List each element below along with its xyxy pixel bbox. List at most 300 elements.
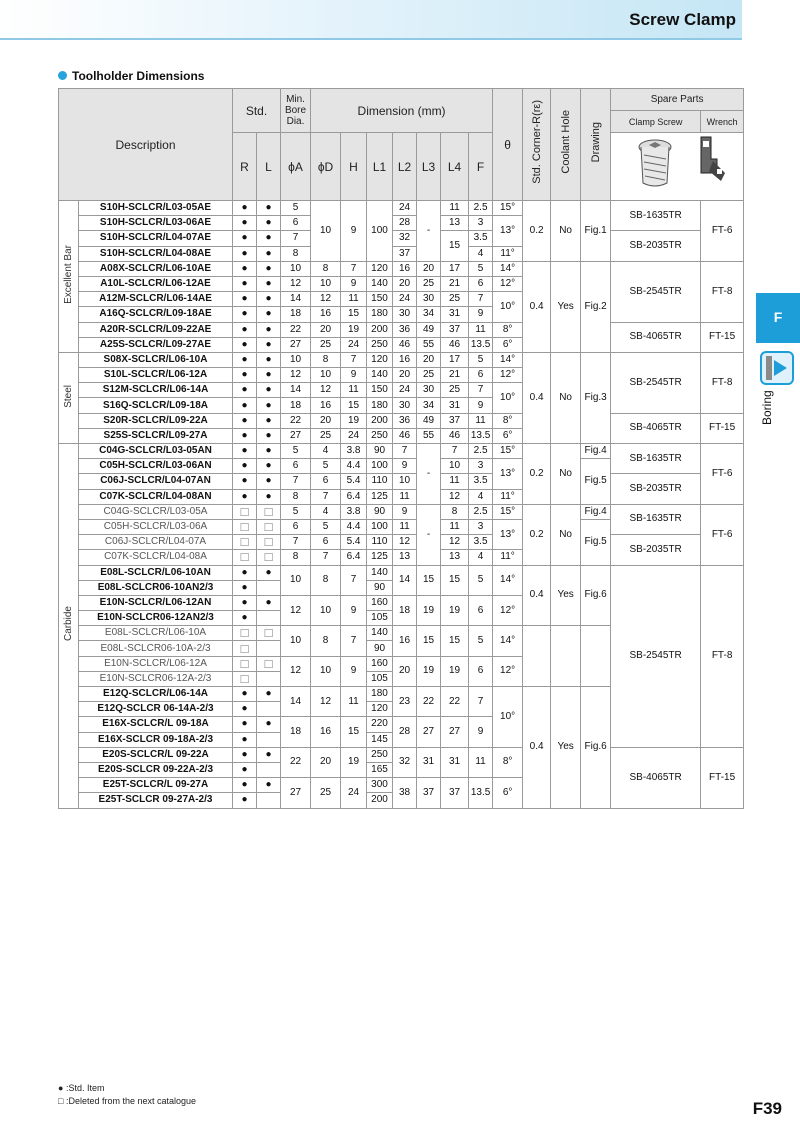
l3-cell: 30	[417, 292, 441, 307]
l4-cell: 31	[441, 398, 469, 413]
theta-cell: 11°	[493, 550, 523, 565]
l1-cell: 110	[367, 535, 393, 550]
header-drawing-text: Drawing	[589, 121, 602, 163]
phi-d-cell: 4	[311, 444, 341, 459]
coolant-cell: Yes	[551, 687, 581, 809]
clamp-screw-cell: SB-1635TR	[611, 444, 701, 474]
l1-cell: 105	[367, 671, 393, 686]
l4-cell: 8	[441, 504, 469, 519]
std-r-mark: ●	[233, 428, 257, 443]
header-r: R	[233, 133, 257, 201]
phi-d-cell: 8	[311, 565, 341, 595]
theta-cell: 8°	[493, 413, 523, 428]
theta-cell: 12°	[493, 656, 523, 686]
l2-cell: 14	[393, 565, 417, 595]
phi-a-cell: 22	[281, 322, 311, 337]
description-cell: S10L-SCLCR/L06-12A	[79, 368, 233, 383]
description-cell: S12M-SCLCR/L06-14A	[79, 383, 233, 398]
l1-cell: 90	[367, 504, 393, 519]
table-row	[59, 261, 744, 276]
phi-d-cell: 5	[311, 459, 341, 474]
std-l-mark: ●	[257, 261, 281, 276]
drawing-cell	[581, 626, 611, 687]
phi-d-cell: 12	[311, 292, 341, 307]
h-cell: 3.8	[341, 444, 367, 459]
phi-a-cell: 18	[281, 398, 311, 413]
table-row	[59, 565, 744, 580]
phi-d-cell: 6	[311, 474, 341, 489]
l3-cell: 27	[417, 717, 441, 747]
page-number: F39	[752, 1099, 782, 1118]
l2-cell: 13	[393, 550, 417, 565]
bullet-icon	[58, 71, 67, 80]
corner-r-cell: 0.4	[523, 687, 551, 809]
f-cell: 9	[469, 398, 493, 413]
description-cell: A12M-SCLCR/L06-14AE	[79, 292, 233, 307]
l2-cell: 28	[393, 717, 417, 747]
l1-cell: 125	[367, 489, 393, 504]
h-cell: 4.4	[341, 459, 367, 474]
table-row	[59, 201, 744, 216]
l1-cell: 90	[367, 580, 393, 595]
header-spare-parts: Spare Parts	[611, 89, 744, 111]
description-cell: S25S-SCLCR/L09-27A	[79, 428, 233, 443]
std-l-mark: ●	[257, 474, 281, 489]
phi-d-cell: 10	[311, 201, 341, 262]
l2-cell: 7	[393, 444, 417, 459]
l4-cell: 7	[441, 444, 469, 459]
std-r-mark: ●	[233, 565, 257, 580]
h-cell: 24	[341, 428, 367, 443]
l1-cell: 140	[367, 368, 393, 383]
f-cell: 13.5	[469, 778, 493, 808]
f-cell: 5	[469, 261, 493, 276]
header-l3: L3	[417, 133, 441, 201]
std-r-mark: ●	[233, 322, 257, 337]
phi-a-cell: 27	[281, 778, 311, 808]
l2-cell: 16	[393, 261, 417, 276]
f-cell: 5	[469, 352, 493, 367]
h-cell: 3.8	[341, 504, 367, 519]
h-cell: 15	[341, 398, 367, 413]
f-cell: 6	[469, 276, 493, 291]
f-cell: 2.5	[469, 444, 493, 459]
l1-cell: 140	[367, 626, 393, 641]
f-cell: 4	[469, 550, 493, 565]
l2-cell: 46	[393, 428, 417, 443]
coolant-cell: No	[551, 444, 581, 505]
description-cell: S10H-SCLCR/L03-06AE	[79, 216, 233, 231]
legend-std	[58, 1083, 104, 1093]
f-cell: 3	[469, 216, 493, 231]
h-cell: 24	[341, 337, 367, 352]
h-cell: 5.4	[341, 535, 367, 550]
l1-cell: 100	[367, 201, 393, 262]
section-tab[interactable]	[756, 293, 800, 343]
f-cell: 9	[469, 717, 493, 747]
l4-cell: 13	[441, 216, 469, 231]
group-label-excellent-bar	[59, 201, 79, 353]
l3-cell: 15	[417, 565, 441, 595]
l4-cell: 13	[441, 550, 469, 565]
l2-cell: 30	[393, 398, 417, 413]
deleted-r-mark: □	[233, 671, 257, 686]
wrench-cell: FT-6	[701, 444, 744, 505]
l2-cell: 18	[393, 595, 417, 625]
l1-cell: 160	[367, 595, 393, 610]
phi-a-cell: 12	[281, 595, 311, 625]
description-cell: A08X-SCLCR/L06-10AE	[79, 261, 233, 276]
std-r-mark: ●	[233, 687, 257, 702]
f-cell: 9	[469, 307, 493, 322]
description-cell: E12Q-SCLCR/L06-14A	[79, 687, 233, 702]
description-cell: S16Q-SCLCR/L09-18A	[79, 398, 233, 413]
wrench-cell: FT-6	[701, 201, 744, 262]
description-cell: A16Q-SCLCR/L09-18AE	[79, 307, 233, 322]
f-cell: 3.5	[469, 474, 493, 489]
clamp-screw-cell: SB-1635TR	[611, 504, 701, 534]
phi-d-cell: 10	[311, 276, 341, 291]
std-r-mark: ●	[233, 793, 257, 808]
phi-a-cell: 10	[281, 261, 311, 276]
h-cell: 19	[341, 322, 367, 337]
clamp-screw-cell: SB-1635TR	[611, 201, 701, 231]
deleted-l-mark: □	[257, 626, 281, 641]
header-description: Description	[59, 89, 233, 201]
description-cell: S10H-SCLCR/L04-08AE	[79, 246, 233, 261]
std-r-mark: ●	[233, 474, 257, 489]
phi-d-cell: 16	[311, 398, 341, 413]
std-l-mark: ●	[257, 216, 281, 231]
l1-cell: 250	[367, 337, 393, 352]
std-r-mark: ●	[233, 413, 257, 428]
phi-a-cell: 10	[281, 352, 311, 367]
deleted-r-mark: □	[233, 535, 257, 550]
l4-cell: 15	[441, 626, 469, 656]
std-l-mark: ●	[257, 352, 281, 367]
phi-d-cell: 20	[311, 747, 341, 777]
l1-cell: 145	[367, 732, 393, 747]
description-cell: E12Q-SCLCR 06-14A-2/3	[79, 702, 233, 717]
description-cell: A10L-SCLCR/L06-12AE	[79, 276, 233, 291]
l3-cell: 34	[417, 307, 441, 322]
empty-cell	[257, 580, 281, 595]
std-r-mark: ●	[233, 732, 257, 747]
phi-a-cell: 12	[281, 368, 311, 383]
std-l-mark: ●	[257, 201, 281, 216]
l2-cell: 37	[393, 246, 417, 261]
header-theta: θ	[493, 89, 523, 201]
table-row	[59, 747, 744, 762]
h-cell: 11	[341, 383, 367, 398]
std-r-mark: ●	[233, 201, 257, 216]
description-cell: E08L-SCLCR06-10A-2/3	[79, 641, 233, 656]
std-r-mark: ●	[233, 702, 257, 717]
l2-cell: 38	[393, 778, 417, 808]
std-l-mark: ●	[257, 307, 281, 322]
description-cell: E08L-SCLCR/L06-10A	[79, 626, 233, 641]
phi-d-cell: 25	[311, 778, 341, 808]
phi-d-cell: 12	[311, 383, 341, 398]
f-cell: 11	[469, 413, 493, 428]
l3-cell: 31	[417, 747, 441, 777]
phi-a-cell: 7	[281, 231, 311, 246]
h-cell: 7	[341, 565, 367, 595]
wrench-cell: FT-15	[701, 322, 744, 352]
theta-cell: 14°	[493, 352, 523, 367]
description-cell: S08X-SCLCR/L06-10A	[79, 352, 233, 367]
phi-a-cell: 5	[281, 201, 311, 216]
l1-cell: 200	[367, 793, 393, 808]
deleted-l-mark: □	[257, 504, 281, 519]
empty-cell	[257, 671, 281, 686]
drawing-cell: Fig.2	[581, 261, 611, 352]
l1-cell: 250	[367, 428, 393, 443]
header-std: Std.	[233, 89, 281, 133]
phi-a-cell: 6	[281, 459, 311, 474]
theta-cell: 12°	[493, 276, 523, 291]
header-dimension: Dimension (mm)	[311, 89, 493, 133]
theta-cell: 15°	[493, 201, 523, 216]
l1-cell: 110	[367, 474, 393, 489]
legend-deleted-mark: □	[58, 1096, 64, 1106]
clamp-screw-wrench-icon	[617, 133, 737, 195]
l1-cell: 300	[367, 778, 393, 793]
table-row	[59, 504, 744, 519]
f-cell: 7	[469, 383, 493, 398]
l4-cell: 27	[441, 717, 469, 747]
std-r-mark: ●	[233, 747, 257, 762]
phi-a-cell: 6	[281, 519, 311, 534]
l3-cell: 34	[417, 398, 441, 413]
l2-cell: 16	[393, 352, 417, 367]
description-cell: C06J-SCLCR/L04-07AN	[79, 474, 233, 489]
description-cell: E20S-SCLCR 09-22A-2/3	[79, 762, 233, 777]
h-cell: 5.4	[341, 474, 367, 489]
std-l-mark: ●	[257, 276, 281, 291]
std-r-mark: ●	[233, 778, 257, 793]
drawing-cell: Fig.5	[581, 519, 611, 565]
phi-d-cell: 8	[311, 261, 341, 276]
h-cell: 7	[341, 626, 367, 656]
empty-cell	[257, 732, 281, 747]
f-cell: 2.5	[469, 504, 493, 519]
phi-d-cell: 8	[311, 352, 341, 367]
l4-cell: 17	[441, 261, 469, 276]
theta-cell: 6°	[493, 428, 523, 443]
l2-cell: 16	[393, 626, 417, 656]
section-tab-letter: F	[773, 309, 783, 325]
l4-cell: 25	[441, 292, 469, 307]
phi-d-cell: 10	[311, 595, 341, 625]
l1-cell: 100	[367, 519, 393, 534]
theta-cell: 15°	[493, 444, 523, 459]
h-cell: 11	[341, 292, 367, 307]
section-title-text: Toolholder Dimensions	[72, 69, 205, 83]
phi-d-cell: 16	[311, 717, 341, 747]
std-r-mark: ●	[233, 261, 257, 276]
l4-cell: 46	[441, 428, 469, 443]
corner-r-cell: 0.4	[523, 565, 551, 626]
h-cell: 19	[341, 413, 367, 428]
group-label-carbide	[59, 444, 79, 809]
phi-d-cell: 25	[311, 428, 341, 443]
clamp-screw-cell: SB-4065TR	[611, 322, 701, 352]
header-coolant-text: Coolant Hole	[559, 110, 572, 174]
l3-cell: 49	[417, 413, 441, 428]
page-title: Screw Clamp	[629, 10, 736, 29]
coolant-cell: No	[551, 201, 581, 262]
l4-cell: 12	[441, 489, 469, 504]
l1-cell: 100	[367, 459, 393, 474]
description-cell: S10H-SCLCR/L04-07AE	[79, 231, 233, 246]
l3-cell: 30	[417, 383, 441, 398]
l3-cell: -	[417, 444, 441, 505]
theta-cell: 10°	[493, 383, 523, 413]
header-l4: L4	[441, 133, 469, 201]
l4-cell: 37	[441, 778, 469, 808]
phi-d-cell: 25	[311, 337, 341, 352]
std-l-mark: ●	[257, 246, 281, 261]
phi-a-cell: 22	[281, 413, 311, 428]
l1-cell: 180	[367, 398, 393, 413]
description-cell: C07K-SCLCR/L04-08AN	[79, 489, 233, 504]
header-coolant	[551, 89, 581, 201]
l4-cell: 21	[441, 368, 469, 383]
toolholder-dimensions-table	[58, 88, 744, 809]
l1-cell: 200	[367, 413, 393, 428]
h-cell: 24	[341, 778, 367, 808]
deleted-r-mark: □	[233, 641, 257, 656]
drawing-cell: Fig.5	[581, 459, 611, 505]
f-cell: 3.5	[469, 231, 493, 246]
header-phi-d: ϕD	[311, 133, 341, 201]
deleted-l-mark: □	[257, 519, 281, 534]
std-r-mark: ●	[233, 444, 257, 459]
phi-a-cell: 18	[281, 717, 311, 747]
deleted-r-mark: □	[233, 504, 257, 519]
coolant-cell: Yes	[551, 261, 581, 352]
std-l-mark: ●	[257, 717, 281, 732]
l1-cell: 105	[367, 611, 393, 626]
empty-cell	[257, 702, 281, 717]
drawing-cell: Fig.6	[581, 687, 611, 809]
phi-a-cell: 8	[281, 489, 311, 504]
empty-cell	[257, 793, 281, 808]
l2-cell: 9	[393, 459, 417, 474]
group-label-text: Steel	[62, 384, 74, 408]
wrench-cell: FT-15	[701, 747, 744, 808]
f-cell: 3.5	[469, 535, 493, 550]
std-r-mark: ●	[233, 595, 257, 610]
l3-cell: 55	[417, 428, 441, 443]
phi-d-cell: 4	[311, 504, 341, 519]
phi-d-cell: 6	[311, 535, 341, 550]
deleted-l-mark: □	[257, 550, 281, 565]
legend-deleted	[58, 1096, 196, 1106]
f-cell: 3	[469, 519, 493, 534]
l4-cell: 37	[441, 322, 469, 337]
clamp-screw-cell: SB-2545TR	[611, 352, 701, 413]
h-cell: 9	[341, 276, 367, 291]
l3-cell: 55	[417, 337, 441, 352]
l4-cell: 19	[441, 595, 469, 625]
description-cell: E20S-SCLCR/L 09-22A	[79, 747, 233, 762]
std-r-mark: ●	[233, 611, 257, 626]
h-cell: 11	[341, 687, 367, 717]
phi-a-cell: 5	[281, 504, 311, 519]
std-r-mark: ●	[233, 580, 257, 595]
h-cell: 19	[341, 747, 367, 777]
header-min-bore: Min. Bore Dia.	[281, 89, 311, 133]
table-row	[59, 322, 744, 337]
l4-cell: 46	[441, 337, 469, 352]
deleted-l-mark: □	[257, 535, 281, 550]
empty-cell	[257, 641, 281, 656]
std-l-mark: ●	[257, 459, 281, 474]
phi-a-cell: 14	[281, 292, 311, 307]
phi-d-cell: 12	[311, 687, 341, 717]
f-cell: 13.5	[469, 428, 493, 443]
l1-cell: 120	[367, 352, 393, 367]
table-row	[59, 352, 744, 367]
corner-r-cell: 0.2	[523, 201, 551, 262]
std-l-mark: ●	[257, 747, 281, 762]
std-l-mark: ●	[257, 368, 281, 383]
std-l-mark: ●	[257, 383, 281, 398]
l3-cell: 19	[417, 656, 441, 686]
h-cell: 15	[341, 717, 367, 747]
l1-cell: 140	[367, 565, 393, 580]
f-cell: 11	[469, 322, 493, 337]
description-cell: C04G-SCLCR/L03-05AN	[79, 444, 233, 459]
f-cell: 7	[469, 292, 493, 307]
l2-cell: 11	[393, 489, 417, 504]
corner-r-cell: 0.2	[523, 504, 551, 565]
l2-cell: 46	[393, 337, 417, 352]
phi-d-cell: 8	[311, 626, 341, 656]
description-cell: E10N-SCLCR06-12AN2/3	[79, 611, 233, 626]
std-r-mark: ●	[233, 246, 257, 261]
legend-deleted-text: :Deleted from the next catalogue	[65, 1096, 197, 1106]
f-cell: 13.5	[469, 337, 493, 352]
description-cell: E16X-SCLCR 09-18A-2/3	[79, 732, 233, 747]
group-label-steel	[59, 352, 79, 443]
table-row	[59, 413, 744, 428]
description-cell: C06J-SCLCR/L04-07A	[79, 535, 233, 550]
l1-cell: 140	[367, 276, 393, 291]
l2-cell: 20	[393, 656, 417, 686]
header-h: H	[341, 133, 367, 201]
f-cell: 4	[469, 489, 493, 504]
header-clamp-screw: Clamp Screw	[611, 111, 701, 133]
l1-cell: 120	[367, 702, 393, 717]
phi-a-cell: 12	[281, 656, 311, 686]
description-cell: E25T-SCLCR 09-27A-2/3	[79, 793, 233, 808]
l4-cell: 10	[441, 459, 469, 474]
std-l-mark: ●	[257, 565, 281, 580]
std-l-mark: ●	[257, 778, 281, 793]
phi-a-cell: 8	[281, 550, 311, 565]
std-l-mark: ●	[257, 428, 281, 443]
std-l-mark: ●	[257, 322, 281, 337]
h-cell: 9	[341, 656, 367, 686]
wrench-cell: FT-8	[701, 261, 744, 322]
h-cell: 15	[341, 307, 367, 322]
header-l2: L2	[393, 133, 417, 201]
l3-cell: 22	[417, 687, 441, 717]
l4-cell: 15	[441, 231, 469, 261]
